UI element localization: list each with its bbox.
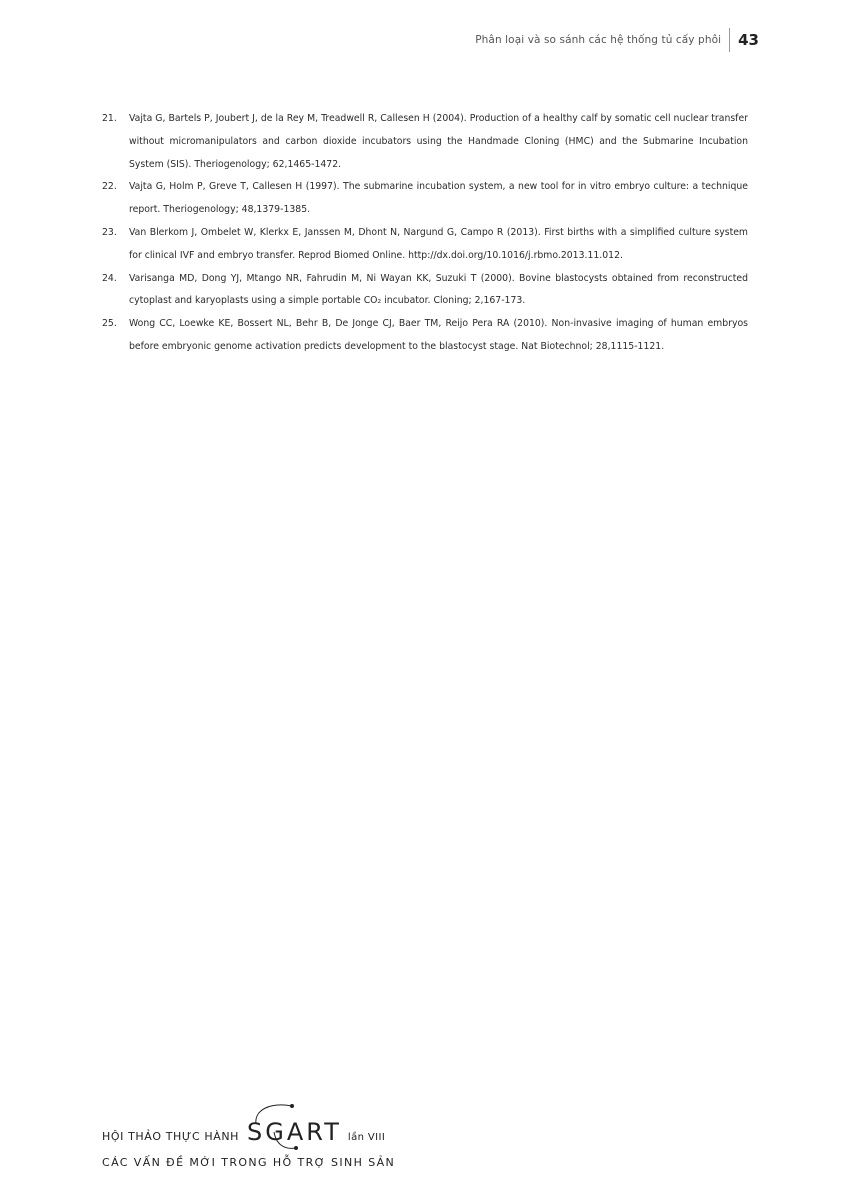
reference-number: 24.	[102, 272, 117, 284]
reference-number: 21.	[102, 113, 117, 124]
reference-text: Vajta G, Holm P, Greve T, Callesen H (1997). The submarine incubation system, a new tool for in vitro embryo culture: a technique report. Theriogenology; 48,1379-1385.	[129, 181, 748, 216]
header-divider	[729, 28, 730, 52]
reference-item	[102, 268, 748, 314]
reference-item	[102, 313, 748, 359]
conference-footer	[102, 1100, 402, 1180]
reference-list	[102, 108, 748, 359]
reference-number: 22.	[102, 181, 117, 193]
page-number: 43	[738, 30, 759, 49]
reference-number: 25.	[102, 318, 117, 330]
reference-item	[102, 222, 748, 268]
running-title: Phân loại và so sánh các hệ thống tủ cấy phôi	[475, 33, 722, 46]
footer-title-line	[102, 1120, 385, 1144]
reference-number: 23.	[102, 226, 117, 238]
reference-item	[102, 176, 748, 222]
reference-text: Van Blerkom J, Ombelet W, Klerkx E, Janssen M, Dhont N, Nargund G, Campo R (2013). First births with a simplified culture system for clinical IVF and embryo transfer. Reprod Biomed Online. http://dx.doi.org/10.1016/j.rbmo.2013.11.012.	[129, 226, 748, 261]
running-header	[475, 28, 759, 52]
reference-text: Varisanga MD, Dong YJ, Mtango NR, Fahrudin M, Ni Wayan KK, Suzuki T (2000). Bovine blastocysts obtained from reconstructed cytoplast and karyoplasts using a simple portable CO₂ incubator. Cloning; 2,167-173.	[129, 272, 748, 307]
reference-text: Wong CC, Loewke KE, Bossert NL, Behr B, De Jonge CJ, Baer TM, Reijo Pera RA (2010). Non-invasive imaging of human embryos before embryonic genome activation predicts development to the blastocyst stage. Nat Biotechnol; 28,1115-1121.	[129, 318, 748, 352]
conference-subtitle: CÁC VẤN ĐỀ MỚI TRONG HỖ TRỢ SINH SẢN	[102, 1156, 396, 1169]
brand-logo: SGART	[247, 1118, 342, 1146]
conference-title: HỘI THẢO THỰC HÀNH	[102, 1130, 240, 1143]
reference-item	[102, 108, 748, 176]
edition-label: lần VIII	[347, 1132, 386, 1143]
reference-text: Vajta G, Bartels P, Joubert J, de la Rey M, Treadwell R, Callesen H (2004). Production of a healthy calf by somatic cell nuclear transfer without micromanipulators and carbon dioxide incubators using the Handmade Cloning (HMC) and the Submarine Incubation System (SIS). Theriogenology; 62,1465-1472.	[129, 113, 748, 170]
